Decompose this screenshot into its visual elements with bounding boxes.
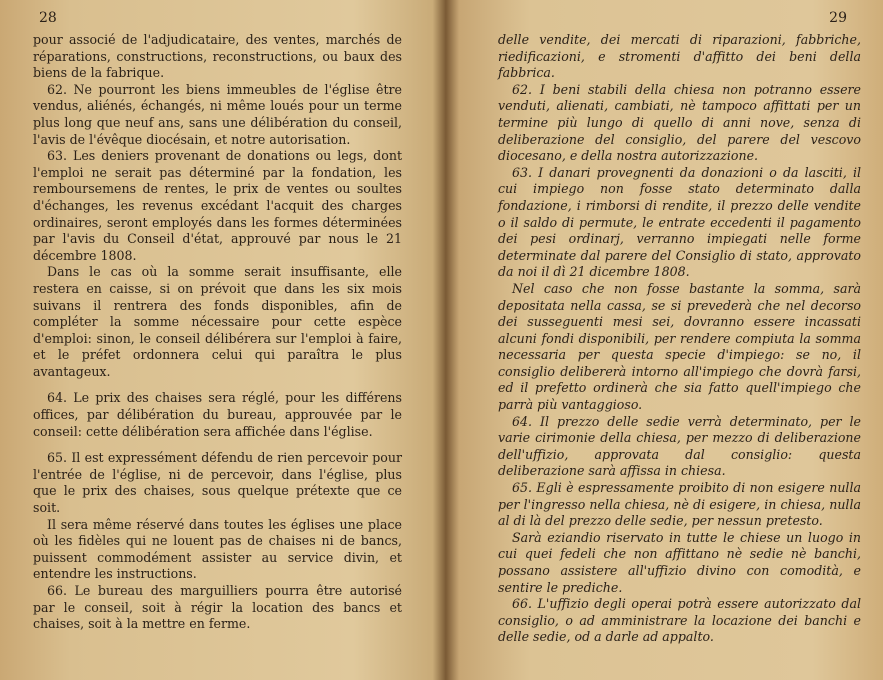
paragraph-64: 64. Il prezzo delle sedie verrà determinato, per le varie cirimonie della chiesa, per mezzo di deliberazione dell'uffizio, approvata dal consiglio: questa deliberazione sarà affissa in chiesa. [498,413,861,479]
paragraph-65: 65. Il est expressément défendu de rien percevoir pour l'entrée de l'église, ni de percevoir, dans l'église, plus que le prix des chaises, sous quelque prétexte que ce soit. [33,450,402,516]
paragraph-continuation: pour associé de l'adjudicataire, des ventes, marchés de réparations, constructions, reconstructions, ou baux des biens de la fabrique. [33,32,402,81]
page-number-left: 28 [39,10,57,26]
paragraph-66: 66. L'uffizio degli operai potrà essere autorizzato dal consiglio, o ad amministrare la locazione dei banchi e delle sedie, od a darle ad appalto. [498,596,861,645]
paragraph-66: 66. Le bureau des marguilliers pourra être autorisé par le conseil, soit à régir la location des bancs et chaises, soit à la mettre en ferme. [33,583,402,632]
paragraph-65-cont: Sarà eziandio riservato in tutte le chiese un luogo in cui quei fedeli che non affittano nè sedie nè banchi, possano assistere all'uffizio divino con comodità, e sentire le prediche. [498,529,861,595]
right-page [446,0,883,680]
paragraph-63: 63. Les deniers provenant de donations ou legs, dont l'emploi ne serait pas déterminé par la fondation, les remboursemens de rentes, le prix de ventes ou soultes d'échanges, les revenus excédant l'acquit des charges ordinaires, seront employés dans les formes déterminées par l'avis du Conseil d'état, approuvé par nous le 21 décembre 1808. [33,148,402,263]
paragraph-64: 64. Le prix des chaises sera réglé, pour les différens offices, par délibération du bureau, approuvée par le conseil: cette délibération sera affichée dans l'église. [33,390,402,439]
paragraph-62: 62. I beni stabili della chiesa non potranno essere venduti, alienati, cambiati, nè tampoco affittati per un termine più lungo di quello di anni nove, senza di deliberazione del consiglio, del parere del vescovo diocesano, e della nostra autorizzazione. [498,81,861,164]
paragraph-63: 63. I danari provegnenti da donazioni o da lasciti, il cui impiego non fosse stato determinato dalla fondazione, i rimborsi di rendite, il prezzo delle vendite o il saldo di permute, le entrate eccedenti il pagamento dei pesi ordinarj, verranno impiegati nelle forme determinate dal parere del Consiglio di stato, approvato da noi il dì 21 dicembre 1808. [498,164,861,280]
paragraph-continuation: delle vendite, dei mercati di riparazioni, fabbriche, riedificazioni, e stromenti d'affitto dei beni della fabbrica. [498,32,861,81]
page-number-right: 29 [829,10,847,26]
paragraph-65-cont: Il sera même réservé dans toutes les églises une place où les fidèles qui ne louent pas de chaises ni de bancs, puissent commodément assister au service divin, et entendre les instructions. [33,516,402,582]
paragraph-63-cont: Nel caso che non fosse bastante la somma, sarà depositata nella cassa, se si prevederà che nel decorso dei susseguenti mesi sei, dovranno essere incassati alcuni fondi disponibili, per rendere compiuta la somma necessaria per questa specie d'impiego: se no, il consiglio delibererà intorno all'impiego che dovrà farsi, ed il prefetto ordinerà che sia fatto quell'impiego che parrà più vantaggioso. [498,280,861,413]
paragraph-63-cont: Dans le cas où la somme serait insuffisante, elle restera en caisse, si on prévoit que dans les six mois suivans il rentrera des fonds disponibles, afin de compléter la somme nécessaire pour cette espèce d'emploi: sinon, le conseil délibérera sur l'emploi à faire, et le préfet ordonnera celui qui paraîtra le plus avantageux. [33,264,402,379]
paragraph-62: 62. Ne pourront les biens immeubles de l'église être vendus, aliénés, échangés, ni même loués pour un terme plus long que neuf ans, sans une délibération du conseil, l'avis de l'évêque diocésain, et notre autorisation. [33,81,402,147]
paragraph-65: 65. Egli è espressamente proibito di non esigere nulla per l'ingresso nella chiesa, nè di esigere, in chiesa, nulla al di là del prezzo delle sedie, per nessun pretesto. [498,480,861,529]
